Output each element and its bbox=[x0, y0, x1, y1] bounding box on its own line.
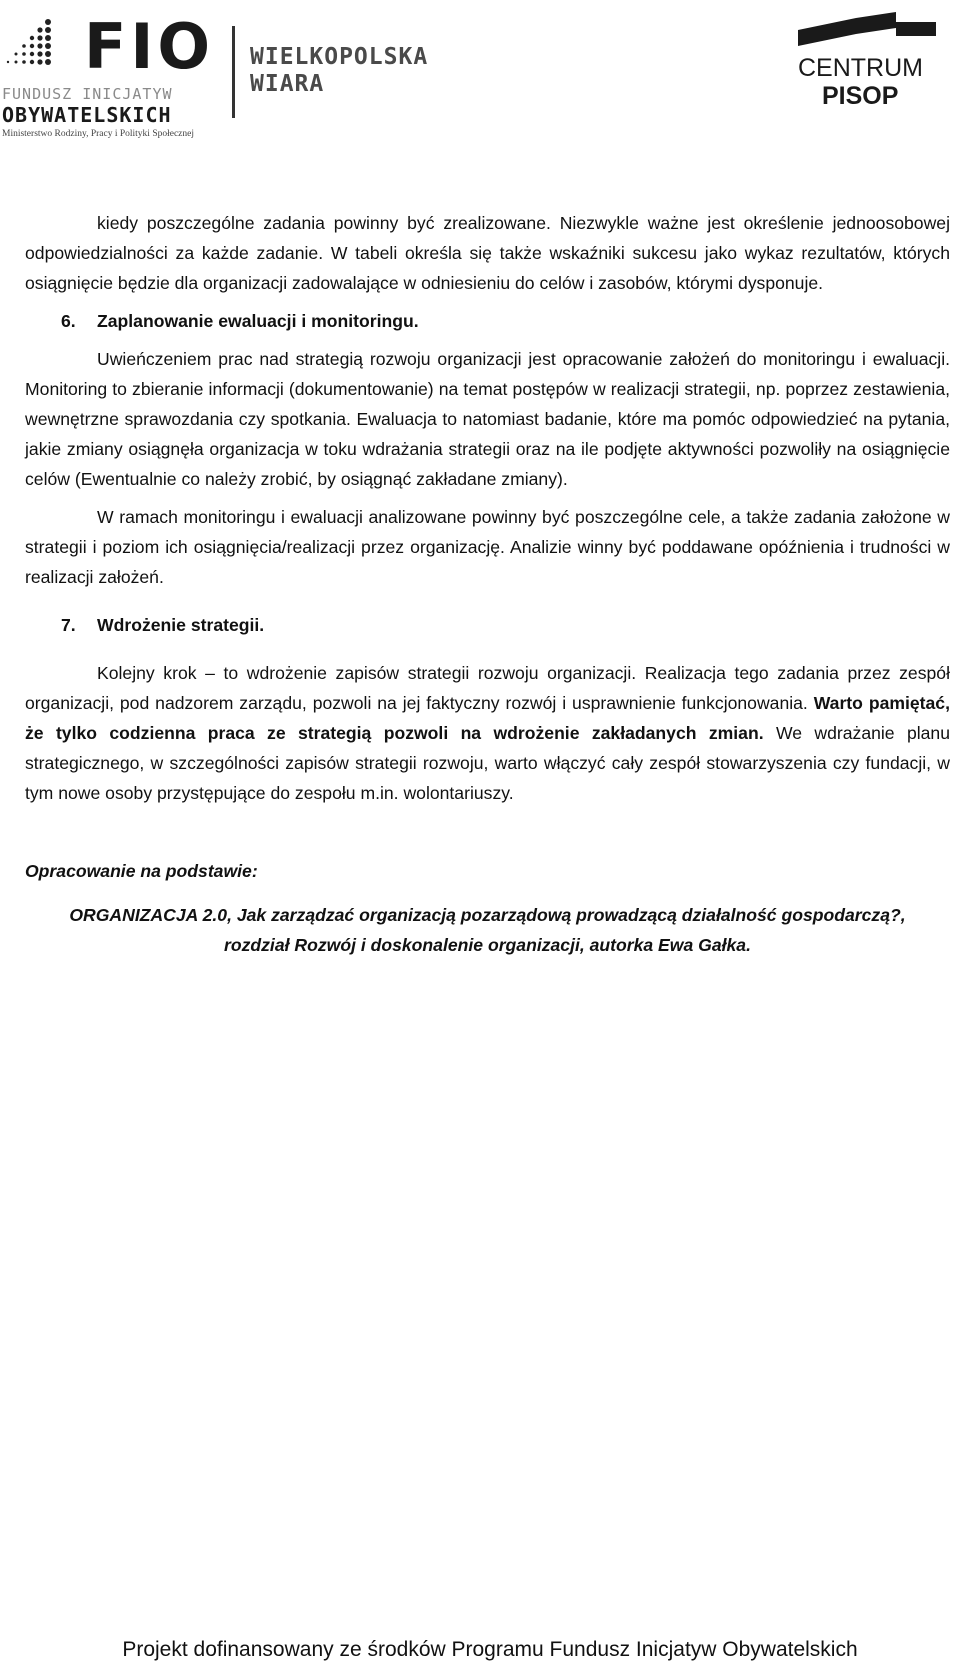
paragraph-4-text-a: Kolejny krok – to wdrożenie zapisów strategii rozwoju organizacji. Realizacja tego zadania przez zespół organizacji, pod nadzorem zarządu, pozwoli na jej faktyczny rozwój i usprawnienie funkcjonowania. bbox=[25, 663, 950, 713]
source-reference-line2: rozdział Rozwój i doskonalenie organizacji, autorka Ewa Gałka. bbox=[224, 935, 751, 955]
centrum-pisop-mark-icon bbox=[796, 8, 936, 54]
paragraph-2: Uwieńczeniem prac nad strategią rozwoju organizacji jest opracowanie założeń do monitoringu i ewaluacji. Monitoring to zbieranie informacji (dokumentowanie) na temat postępów w realizacji strategii, np. poprzez zestawienia, wewnętrzne sprawozdania czy spotkania. Ewaluacja to natomiast badanie, które ma pomóc odpowiedzieć na pytania, jakie zmiany osiągnęła organizacja w toku wdrażania strategii oraz na ile podjęte aktywności pozwoliły na osiągnięcie celów (Ewentualnie co należy zrobić, by osiągnąć zakładane zmiany). bbox=[25, 349, 950, 489]
page-header bbox=[0, 0, 960, 150]
fio-logo-line2: OBYWATELSKICH bbox=[2, 103, 172, 127]
section-heading-6 bbox=[61, 306, 950, 336]
centrum-pisop-line1: CENTRUM bbox=[798, 54, 923, 82]
document-body bbox=[25, 208, 950, 960]
source-reference bbox=[25, 900, 950, 960]
page-footer: Projekt dofinansowany ze środków Programu Fundusz Inicjatyw Obywatelskich bbox=[122, 1638, 858, 1661]
centrum-pisop-line2: PISOP bbox=[822, 82, 899, 110]
paragraph-3: W ramach monitoringu i ewaluacji analizowane powinny być poszczególne cele, a także zadania założone w strategii i poziom ich osiągnięcia/realizacji przez organizację. Analizie winny być poddawane opóźnienia i trudności w realizacji założeń. bbox=[25, 507, 950, 587]
paragraph-4 bbox=[25, 658, 950, 808]
centrum-pisop-logo bbox=[796, 8, 936, 118]
fio-logo-word: FIO bbox=[84, 10, 215, 83]
paragraph-4-text-b: We wdrażanie planu strategicznego, w szczególności zapisów strategii rozwoju, warto włączyć cały zespół stowarzyszenia czy fundacji, w tym nowe osoby przystępujące do zespołu m.in. wolontariuszy. bbox=[25, 723, 950, 803]
source-reference-line1: ORGANIZACJA 2.0, Jak zarządzać organizacją pozarządową prowadzącą działalność gospodarczą?, bbox=[69, 905, 906, 925]
logo-divider bbox=[232, 26, 235, 118]
wielkopolska-line2: WIARA bbox=[250, 71, 325, 97]
paragraph-4-emphasis: Warto pamiętać, że tylko codzienna praca ze strategią pozwoli na wdrożenie zakładanych zmian. bbox=[25, 693, 950, 743]
wielkopolska-line1: WIELKOPOLSKA bbox=[250, 44, 429, 70]
fio-logo bbox=[0, 10, 230, 142]
section-title: Wdrożenie strategii. bbox=[97, 615, 265, 635]
source-heading: Opracowanie na podstawie: bbox=[25, 861, 258, 881]
section-number: 7. bbox=[61, 615, 76, 635]
paragraph-1: kiedy poszczególne zadania powinny być zrealizowane. Niezwykle ważne jest określenie jednoosobowej odpowiedzialności za każde zadanie. W tabeli określa się także wskaźniki sukcesu jako wykaz rezultatów, których osiągnięcie będzie dla organizacji zadowalające w odniesieniu do celów i zasobów, którymi dysponuje. bbox=[25, 213, 950, 293]
fio-logo-line1: FUNDUSZ INICJATYW bbox=[2, 85, 173, 103]
fio-dots-icon bbox=[2, 18, 56, 70]
section-heading-7 bbox=[61, 610, 950, 640]
section-title: Zaplanowanie ewaluacji i monitoringu. bbox=[97, 311, 419, 331]
section-number: 6. bbox=[61, 311, 76, 331]
fio-logo-ministry: Ministerstwo Rodziny, Pracy i Polityki Społecznej bbox=[2, 129, 195, 139]
wielkopolska-wiara-logo bbox=[250, 44, 428, 98]
